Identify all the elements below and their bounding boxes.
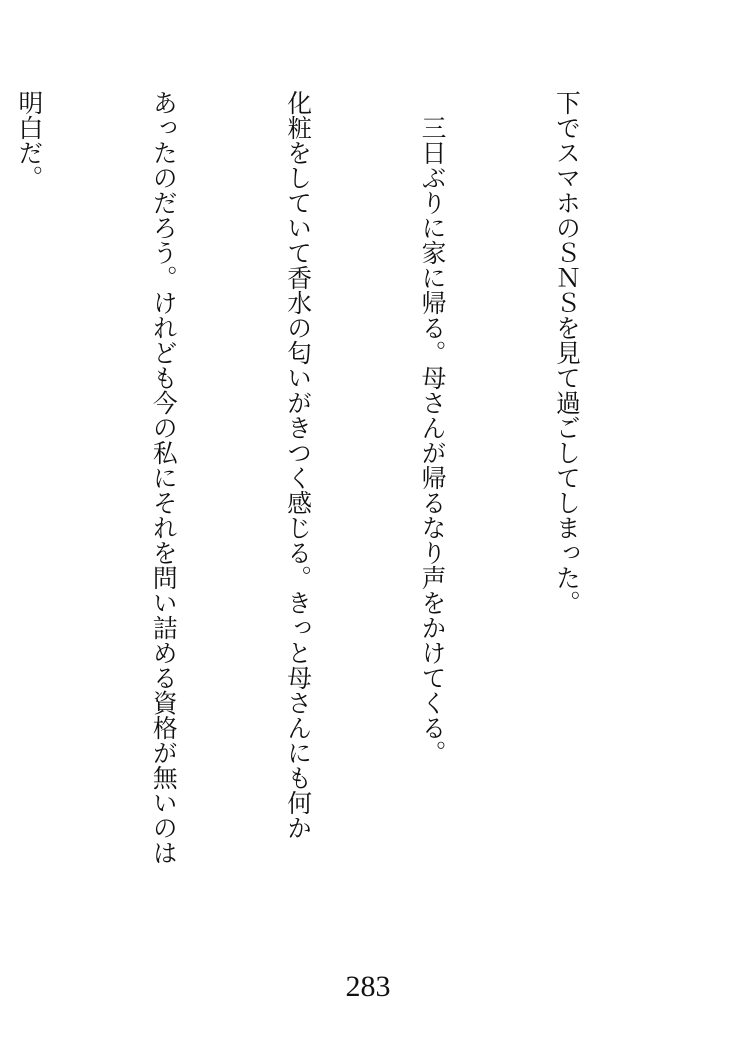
text-line: 化粧をしていて香水の匂いがきつく感じる。きっと母さんにも何か [283,90,313,840]
vertical-text-body [14,90,678,960]
text-line: 明白だ。 [14,90,44,190]
text-line: 三日ぶりに家に帰る。母さんが帰るなり声をかけてくる。 [418,90,448,765]
text-line: あったのだろう。けれども今の私にそれを問い詰める資格が無いのは [149,90,179,865]
page-number: 283 [345,970,391,1003]
text-line: 下でスマホのＳＮＳを見て過ごしてしまった。 [552,90,582,615]
